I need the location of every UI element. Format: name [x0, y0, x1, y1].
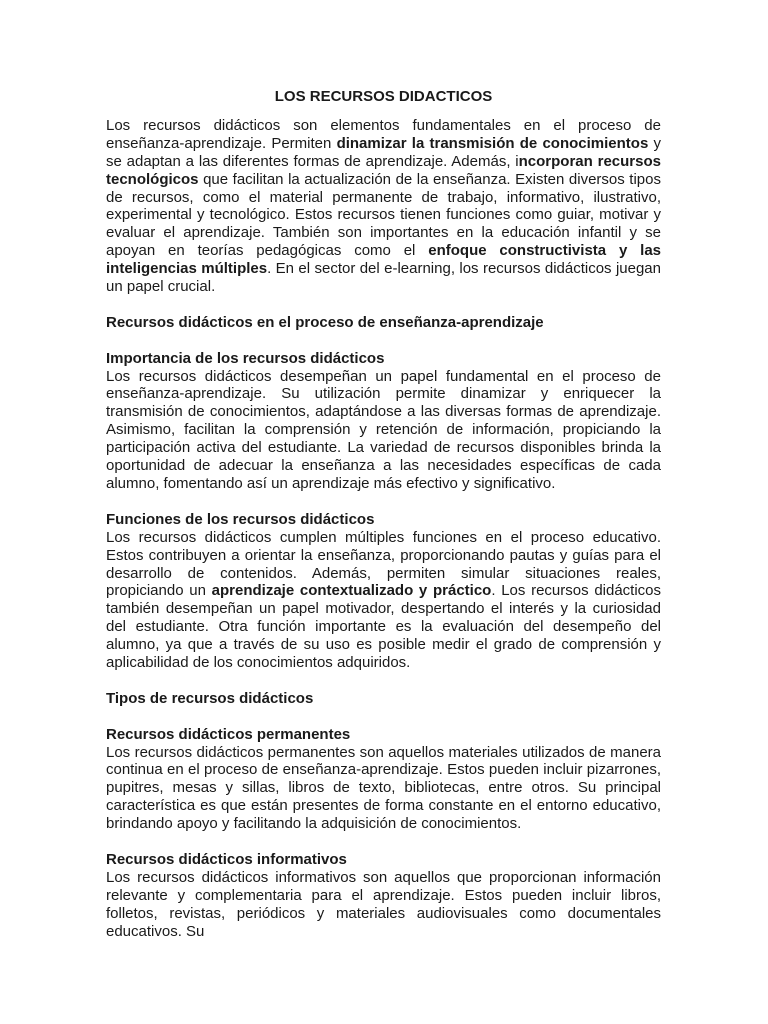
heading-informativos: Recursos didácticos informativos [106, 850, 347, 868]
intro-text-1: Los recursos didácticos son elementos fundamentales en el proceso de enseñanza-aprendizaje. Permiten [106, 116, 661, 152]
heading-importancia: Importancia de los recursos didácticos [106, 349, 385, 367]
paragraph-informativos: Los recursos didácticos informativos son aquellos que proporcionan información relevante y complementaria para el aprendizaje. Estos pueden incluir libros, folletos, revistas, periódicos y materiales audiovisuales como documentales educativos. Su [106, 868, 661, 940]
intro-bold-3: enfoque constructivista y las inteligencias múltiples [106, 242, 662, 278]
paragraph-funciones [106, 529, 661, 672]
intro-text-2: y se adaptan a las diferentes formas de aprendizaje. Además, i [106, 134, 662, 170]
heading-permanentes: Recursos didácticos permanentes [106, 725, 351, 743]
funciones-text-1: Los recursos didácticos cumplen múltiples funciones en el proceso educativo. Estos contribuyen a orientar la enseñanza, proporcionando pautas y guías para el desarrollo de contenidos. Además, permiten simular situaciones reales, propiciando un [106, 528, 661, 600]
intro-paragraph [106, 117, 661, 296]
intro-bold-2: ncorporan recursos tecnológicos [106, 152, 661, 188]
intro-text-4: . En el sector del e-learning, los recursos didácticos juegan un papel crucial. [106, 260, 661, 296]
document-page [106, 88, 661, 941]
section-heading-ensenanza: Recursos didácticos en el proceso de enseñanza-aprendizaje [106, 313, 544, 331]
intro-text-3: que facilitan la actualización de la enseñanza. Existen diversos tipos de recursos, como el material permanente de trabajo, informativo, ilustrativo, experimental y tecnológico. Estos recursos tienen funciones como guiar, motivar y evaluar el aprendizaje. También son importantes en la educación infantil y se apoyan en teorías pedagógicas como el [106, 170, 661, 260]
section-heading-tipos: Tipos de recursos didácticos [106, 689, 314, 707]
funciones-bold-1: aprendizaje contextualizado y práctico [211, 582, 492, 600]
document-title: LOS RECURSOS DIDACTICOS [274, 88, 493, 105]
heading-funciones: Funciones de los recursos didácticos [106, 510, 375, 528]
intro-bold-1: dinamizar la transmisión de conocimientos [336, 134, 649, 152]
funciones-text-2: . Los recursos didácticos también desempeñan un papel motivador, despertando el interés y la curiosidad del estudiante. Otra función importante es la evaluación del desempeño del alumno, ya que a través de su uso es posible medir el grado de comprensión y aplicabilidad de los conocimientos adquiridos. [106, 582, 662, 672]
paragraph-importancia: Los recursos didácticos desempeñan un papel fundamental en el proceso de enseñanza-aprendizaje. Su utilización permite dinamizar y enriquecer la transmisión de conocimientos, adaptándose a las diversas formas de aprendizaje. Asimismo, facilitan la comprensión y retención de información, propiciando la participación activa del estudiante. La variedad de recursos disponibles brinda la oportunidad de adecuar la enseñanza a las necesidades específicas de cada alumno, fomentando así un aprendizaje más efectivo y significativo. [106, 367, 661, 492]
paragraph-permanentes: Los recursos didácticos permanentes son aquellos materiales utilizados de manera continua en el proceso de enseñanza-aprendizaje. Estos pueden incluir pizarrones, pupitres, mesas y sillas, libros de texto, bibliotecas, entre otros. Su principal característica es que están presentes de forma constante en el entorno educativo, brindando apoyo y facilitando la adquisición de conocimientos. [106, 743, 661, 833]
